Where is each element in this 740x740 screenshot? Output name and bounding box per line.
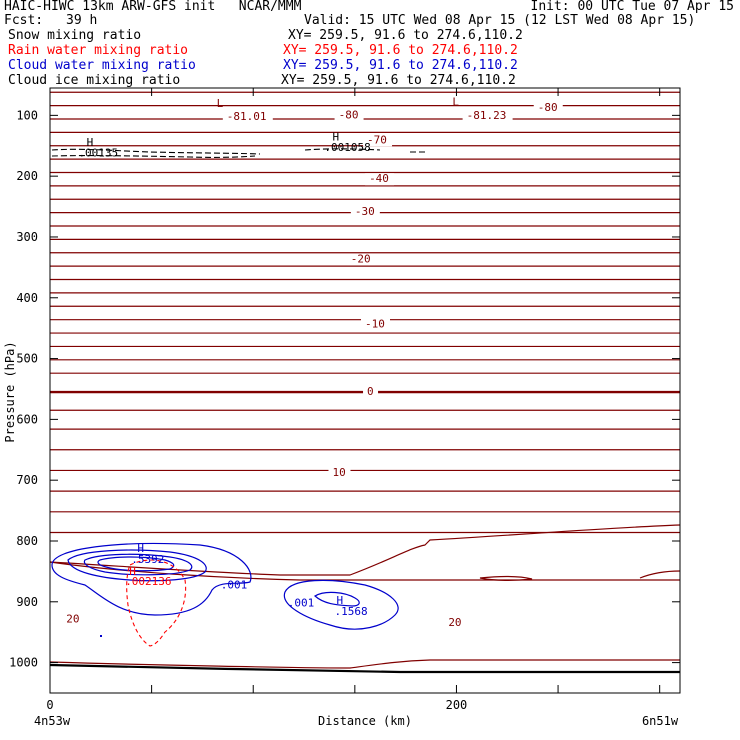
temperature-contour-label: -81.23 xyxy=(466,109,507,123)
x-tick-label: 0 xyxy=(46,698,54,712)
temperature-contour-label: 20 xyxy=(66,612,80,626)
temperature-contour-label: -80 xyxy=(338,108,359,122)
y-tick-label: 1000 xyxy=(9,655,38,670)
y-tick-label: 700 xyxy=(16,473,38,488)
y-axis-label: Pressure (hPa) xyxy=(3,341,17,443)
temperature-contour-label: -80 xyxy=(537,101,558,115)
forecast-hours: 39 h xyxy=(66,13,98,28)
extremum-label: .00135 xyxy=(78,146,119,160)
y-tick-label: 100 xyxy=(16,108,38,123)
y-tick-label: 300 xyxy=(16,229,38,244)
extremum-label: H xyxy=(332,130,340,144)
field-name-rain: Rain water mixing ratio xyxy=(8,43,189,58)
temperature-contour-label: -70 xyxy=(367,133,387,147)
y-tick-label: 500 xyxy=(16,351,38,366)
temperature-contour-label: -40 xyxy=(369,172,389,186)
field-xy-cloud-water: XY= 259.5, 91.6 to 274.6,110.2 xyxy=(283,58,518,73)
field-xy-rain: XY= 259.5, 91.6 to 274.6,110.2 xyxy=(283,43,518,58)
y-tick-label: 200 xyxy=(16,169,38,184)
y-tick-label: 900 xyxy=(16,594,38,609)
extremum-label: .001058 xyxy=(324,141,371,155)
temperature-contour-label: 20 xyxy=(448,616,462,630)
field-name-snow: Snow mixing ratio xyxy=(8,28,142,43)
y-tick-label: 800 xyxy=(16,533,38,548)
x-axis-label: Distance (km) xyxy=(318,714,412,728)
chart-title: HAIC-HIWC 13km ARW-GFS init NCAR/MMM xyxy=(4,0,302,14)
extremum-label: .002136 xyxy=(125,574,172,588)
field-name-cloud-water: Cloud water mixing ratio xyxy=(8,58,196,73)
forecast-label: Fcst: xyxy=(4,13,44,28)
left-endpoint-label: 4n53w xyxy=(33,714,71,728)
extremum-label: L xyxy=(452,95,460,109)
y-tick-label: 600 xyxy=(16,412,38,427)
init-time: Init: 00 UTC Tue 07 Apr 15 xyxy=(530,0,734,14)
temperature-contour-label: 0 xyxy=(367,385,374,399)
field-name-cloud-ice: Cloud ice mixing ratio xyxy=(8,73,181,88)
extremum-label: H xyxy=(86,135,94,149)
temperature-contour-label: 10 xyxy=(332,465,346,479)
temperature-contours xyxy=(50,92,680,532)
extremum-label: L xyxy=(216,96,224,110)
extremum-label: .5392 xyxy=(131,552,165,566)
temperature-contour-label: -20 xyxy=(350,252,371,266)
lower-temperature-contours xyxy=(50,525,680,668)
right-endpoint-label: 6n51w xyxy=(641,714,679,728)
temperature-contour-label: -10 xyxy=(365,317,385,331)
temperature-contour-label: -30 xyxy=(354,205,375,219)
extremum-label: .001 xyxy=(220,578,248,592)
field-xy-snow: XY= 259.5, 91.6 to 274.6,110.2 xyxy=(288,28,523,43)
extremum-label: .1568 xyxy=(334,605,368,619)
extremum-label: H xyxy=(129,565,136,579)
y-tick-label: 400 xyxy=(16,290,38,305)
field-xy-cloud-ice: XY= 259.5, 91.6 to 274.6,110.2 xyxy=(281,73,516,88)
temperature-contour-label: -81.01 xyxy=(226,110,267,124)
temperature-contour-lower-4 xyxy=(640,571,680,578)
extremum-label: H xyxy=(336,594,344,608)
extrema-labels xyxy=(78,96,459,619)
extremum-label: H xyxy=(137,541,145,555)
x-tick-label: 200 xyxy=(445,698,468,712)
extremum-label: .001 xyxy=(287,596,315,610)
valid-time: Valid: 15 UTC Wed 08 Apr 15 (12 LST Wed 08 Apr 15) xyxy=(304,13,696,28)
